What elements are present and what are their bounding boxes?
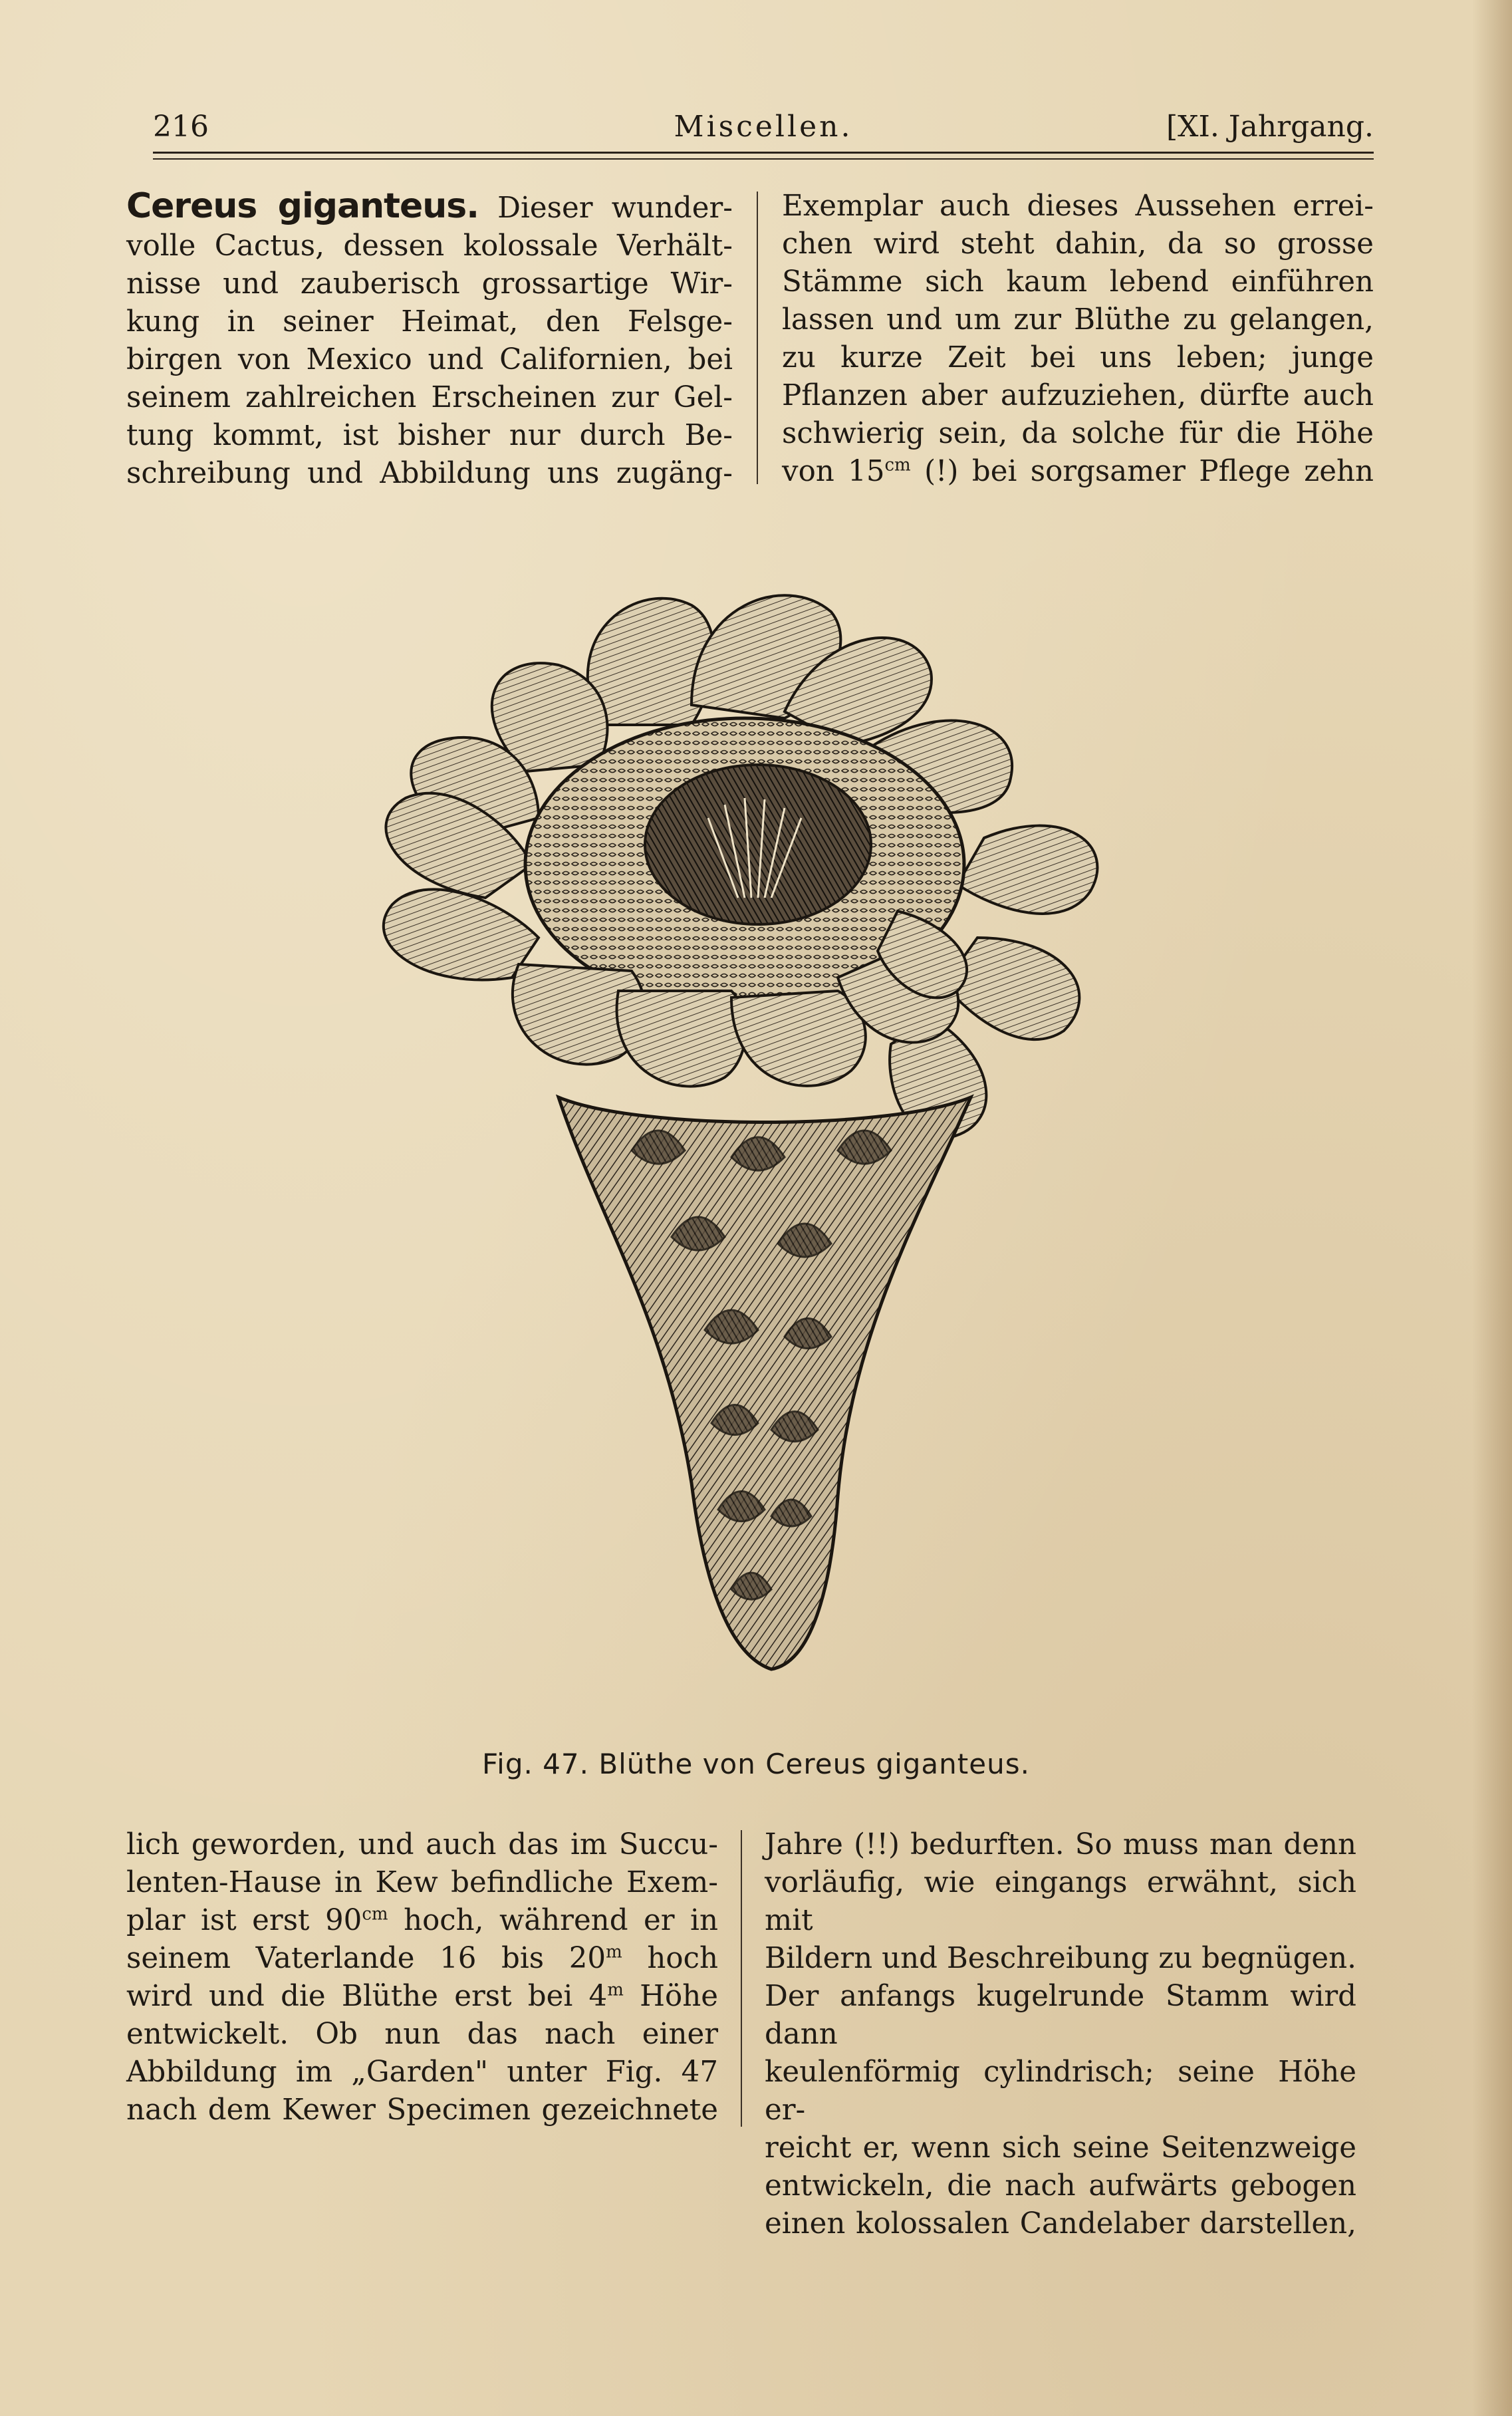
column-divider-top — [757, 192, 758, 484]
volume-label: [XI. Jahrgang. — [1166, 110, 1374, 144]
figure-caption: Fig. 47. Blüthe von Cereus giganteus. — [482, 1748, 1030, 1780]
top-left-column — [126, 188, 733, 493]
page-edge-shadow — [1472, 0, 1512, 2416]
text-line: Der anfangs kugelrunde Stamm wird dann — [765, 1980, 1356, 2051]
bottom-right-column — [765, 1826, 1356, 2243]
text-line: entwickelt. Ob nun das nach einer — [126, 2018, 718, 2051]
column-divider-bottom — [741, 1830, 742, 2127]
text-line: Jahre (!!) bedurften. So muss man denn — [765, 1828, 1356, 1861]
text-line: birgen von Mexico und Californien, bei — [126, 343, 733, 376]
text-line: seinem Vaterlande 16 bis 20$^m$ hoch — [126, 1942, 718, 1975]
text-line: Dieser wunder- — [497, 192, 733, 225]
text-line: tung kommt, ist bisher nur durch Be- — [126, 419, 733, 452]
text-line: reicht er, wenn sich seine Seitenzweige — [765, 2131, 1356, 2165]
text-line: entwickeln, die nach aufwärts gebogen — [765, 2169, 1356, 2203]
text-line: Pflanzen aber aufzuziehen, dürfte auch — [782, 379, 1374, 412]
text-line: einen kolossalen Candelaber darstellen, — [765, 2207, 1356, 2240]
text-line: Stämme sich kaum lebend einführen — [782, 265, 1374, 299]
text-line: nach dem Kewer Specimen gezeichnete — [126, 2093, 718, 2127]
text-line: Bildern und Beschreibung zu begnügen. — [765, 1942, 1356, 1975]
article-lead-title: Cereus giganteus. — [126, 186, 479, 226]
text-line: von $15^{cm}$ (!) bei sorgsamer Pflege zehn — [782, 455, 1374, 488]
section-title: Miscellen. — [674, 110, 853, 144]
text-line: keulenförmig cylindrisch; seine Höhe er- — [765, 2056, 1356, 2127]
header-rule-thin — [153, 158, 1374, 160]
text-line: zu kurze Zeit bei uns leben; junge — [782, 341, 1374, 374]
text-line: lich geworden, und auch das im Succu- — [126, 1828, 718, 1861]
text-line: Exemplar auch dieses Aussehen errei- — [782, 190, 1374, 223]
text-line: nisse und zauberisch grossartige Wir- — [126, 267, 733, 301]
text-line: volle Cactus, dessen kolossale Verhält- — [126, 229, 733, 263]
bottom-left-column — [126, 1826, 718, 2129]
header-rule-thick — [153, 152, 1374, 154]
text-line: schreibung und Abbildung uns zugäng- — [126, 457, 733, 490]
text-line: lassen und um zur Blüthe zu gelangen, — [782, 303, 1374, 336]
running-header — [153, 106, 1374, 153]
text-line: wird und die Blüthe erst bei 4$^m$ Höhe — [126, 1980, 718, 2013]
text-line: kung in seiner Heimat, den Felsge- — [126, 305, 733, 338]
text-line: plar ist erst $90^{cm}$ hoch, während er in — [126, 1904, 718, 1937]
top-right-column — [782, 188, 1374, 491]
text-line: seinem zahlreichen Erscheinen zur Gel- — [126, 381, 733, 414]
text-line: vorläufig, wie eingangs erwähnt, sich mit — [765, 1866, 1356, 1937]
page-number: 216 — [153, 110, 209, 144]
text-line: schwierig sein, da solche für die Höhe — [782, 417, 1374, 450]
text-line: chen wird steht dahin, da so grosse — [782, 227, 1374, 261]
text-line: lenten-Hause in Kew befindliche Exem- — [126, 1866, 718, 1899]
text-line: Abbildung im „Garden" unter Fig. 47 — [126, 2056, 718, 2089]
cereus-flower-engraving — [319, 552, 1184, 1749]
